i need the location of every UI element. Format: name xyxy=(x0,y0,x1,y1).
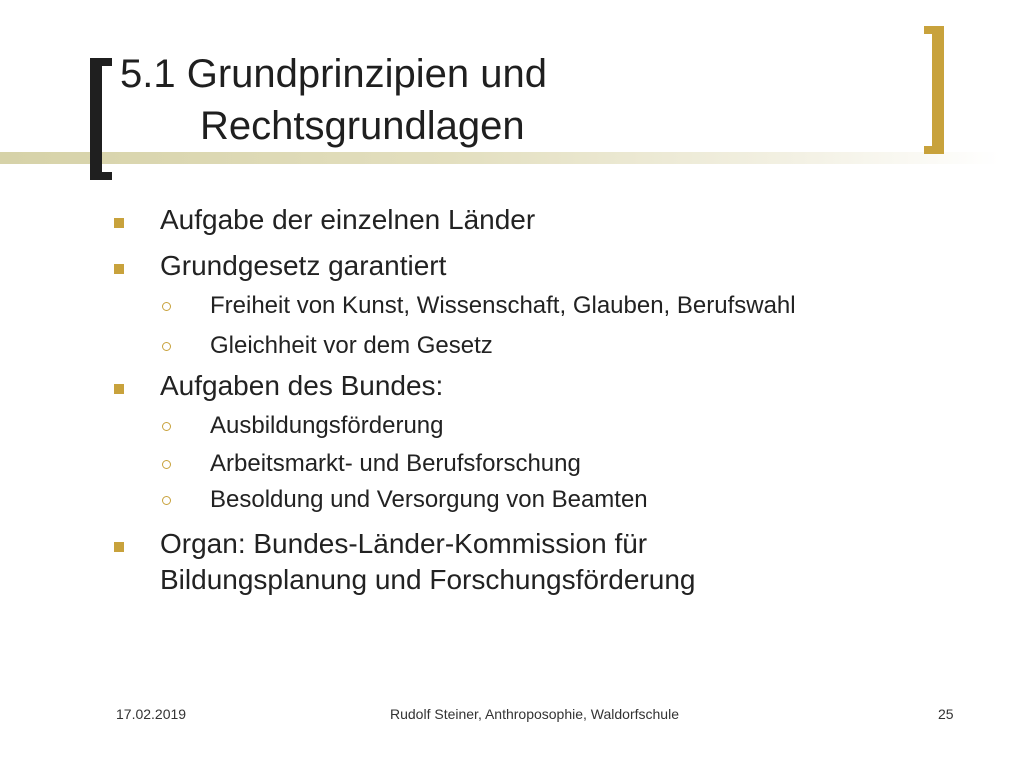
bullet-item-continuation: Bildungsplanung und Forschungsförderung xyxy=(160,564,696,595)
sub-bullet-item: Freiheit von Kunst, Wissenschaft, Glauben, Berufswahl xyxy=(210,292,796,319)
sub-bullet-item: Arbeitsmarkt- und Berufsforschung xyxy=(210,450,581,477)
bullet-item: Organ: Bundes-Länder-Kommission für xyxy=(160,528,648,559)
circle-bullet-icon xyxy=(162,422,171,431)
bullet-item: Aufgabe der einzelnen Länder xyxy=(160,204,536,235)
sub-bullet-item: Gleichheit vor dem Gesetz xyxy=(210,332,493,359)
sub-bullet-item: Ausbildungsförderung xyxy=(210,412,444,439)
slide-title xyxy=(120,48,547,152)
square-bullet-icon xyxy=(114,384,124,394)
left-bracket-top xyxy=(90,58,112,66)
square-bullet-icon xyxy=(114,542,124,552)
bullet-item: Grundgesetz garantiert xyxy=(160,250,447,281)
square-bullet-icon xyxy=(114,264,124,274)
right-bracket-top xyxy=(924,26,944,34)
page-number: 25 xyxy=(938,706,954,722)
footer-title: Rudolf Steiner, Anthroposophie, Waldorfschule xyxy=(390,706,679,722)
decorative-bar xyxy=(0,152,1000,164)
circle-bullet-icon xyxy=(162,496,171,505)
square-bullet-icon xyxy=(114,218,124,228)
left-bracket-bottom xyxy=(90,172,112,180)
title-line-1: 5.1 Grundprinzipien und xyxy=(120,52,547,96)
circle-bullet-icon xyxy=(162,302,171,311)
circle-bullet-icon xyxy=(162,460,171,469)
title-line-2: Rechtsgrundlagen xyxy=(200,104,525,148)
circle-bullet-icon xyxy=(162,342,171,351)
sub-bullet-item: Besoldung und Versorgung von Beamten xyxy=(210,486,648,513)
footer-date: 17.02.2019 xyxy=(116,706,187,722)
left-bracket xyxy=(90,58,102,180)
bullet-item: Aufgaben des Bundes: xyxy=(160,370,444,401)
right-bracket xyxy=(932,26,944,154)
right-bracket-bottom xyxy=(924,146,944,154)
